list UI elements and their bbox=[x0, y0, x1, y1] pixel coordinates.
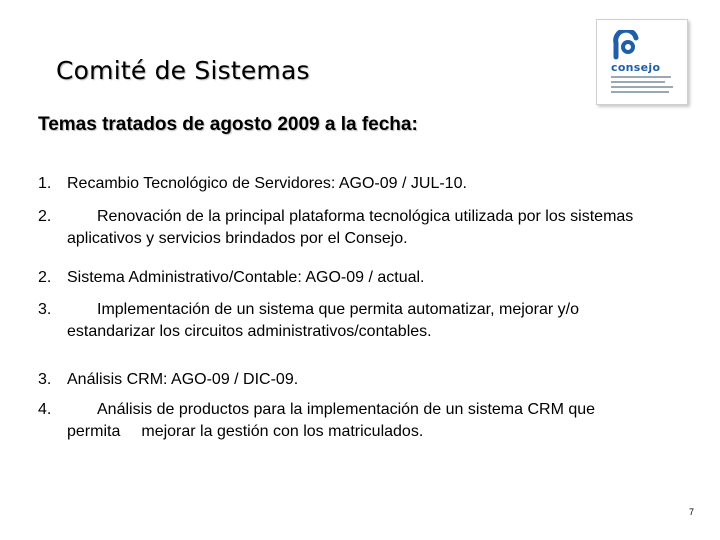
list-item bbox=[38, 206, 633, 250]
item-number: 2. bbox=[38, 208, 52, 225]
page-number: 7 bbox=[689, 507, 695, 517]
list-item bbox=[38, 399, 595, 443]
item-text: Renovación de la principal plataforma tecnológica utilizada por los sistemas bbox=[97, 208, 634, 225]
item-number: 3. bbox=[38, 301, 52, 318]
item-text-continuation: permita bbox=[67, 423, 121, 440]
item-text-continuation: mejorar la gestión con los matriculados. bbox=[141, 423, 424, 440]
slide-subtitle: Temas tratados de agosto 2009 a la fecha: bbox=[38, 114, 418, 135]
item-number: 3. bbox=[38, 371, 52, 388]
item-number: 1. bbox=[38, 175, 52, 192]
slide-title: Comité de Sistemas bbox=[56, 56, 310, 85]
item-text: Análisis de productos para la implementación de un sistema CRM que bbox=[97, 401, 596, 418]
item-text: Recambio Tecnológico de Servidores: AGO-09 / JUL-10. bbox=[67, 175, 467, 192]
item-text-continuation: aplicativos y servicios brindados por el Consejo. bbox=[67, 230, 408, 247]
item-text: Sistema Administrativo/Contable: AGO-09 / actual. bbox=[67, 269, 425, 286]
list-item bbox=[38, 173, 467, 195]
consejo-logo bbox=[596, 19, 688, 105]
list-item bbox=[38, 299, 579, 343]
item-number: 4. bbox=[38, 401, 52, 418]
list-item bbox=[38, 369, 298, 391]
logo-tagline bbox=[611, 76, 675, 96]
item-number: 2. bbox=[38, 269, 52, 286]
consejo-logo-mark-icon bbox=[611, 30, 641, 60]
list-item bbox=[38, 267, 425, 289]
logo-wordmark: consejo bbox=[611, 61, 661, 74]
item-text: Implementación de un sistema que permita automatizar, mejorar y/o bbox=[97, 301, 580, 318]
item-text-continuation: estandarizar los circuitos administrativos/contables. bbox=[67, 323, 432, 340]
item-text: Análisis CRM: AGO-09 / DIC-09. bbox=[67, 371, 299, 388]
